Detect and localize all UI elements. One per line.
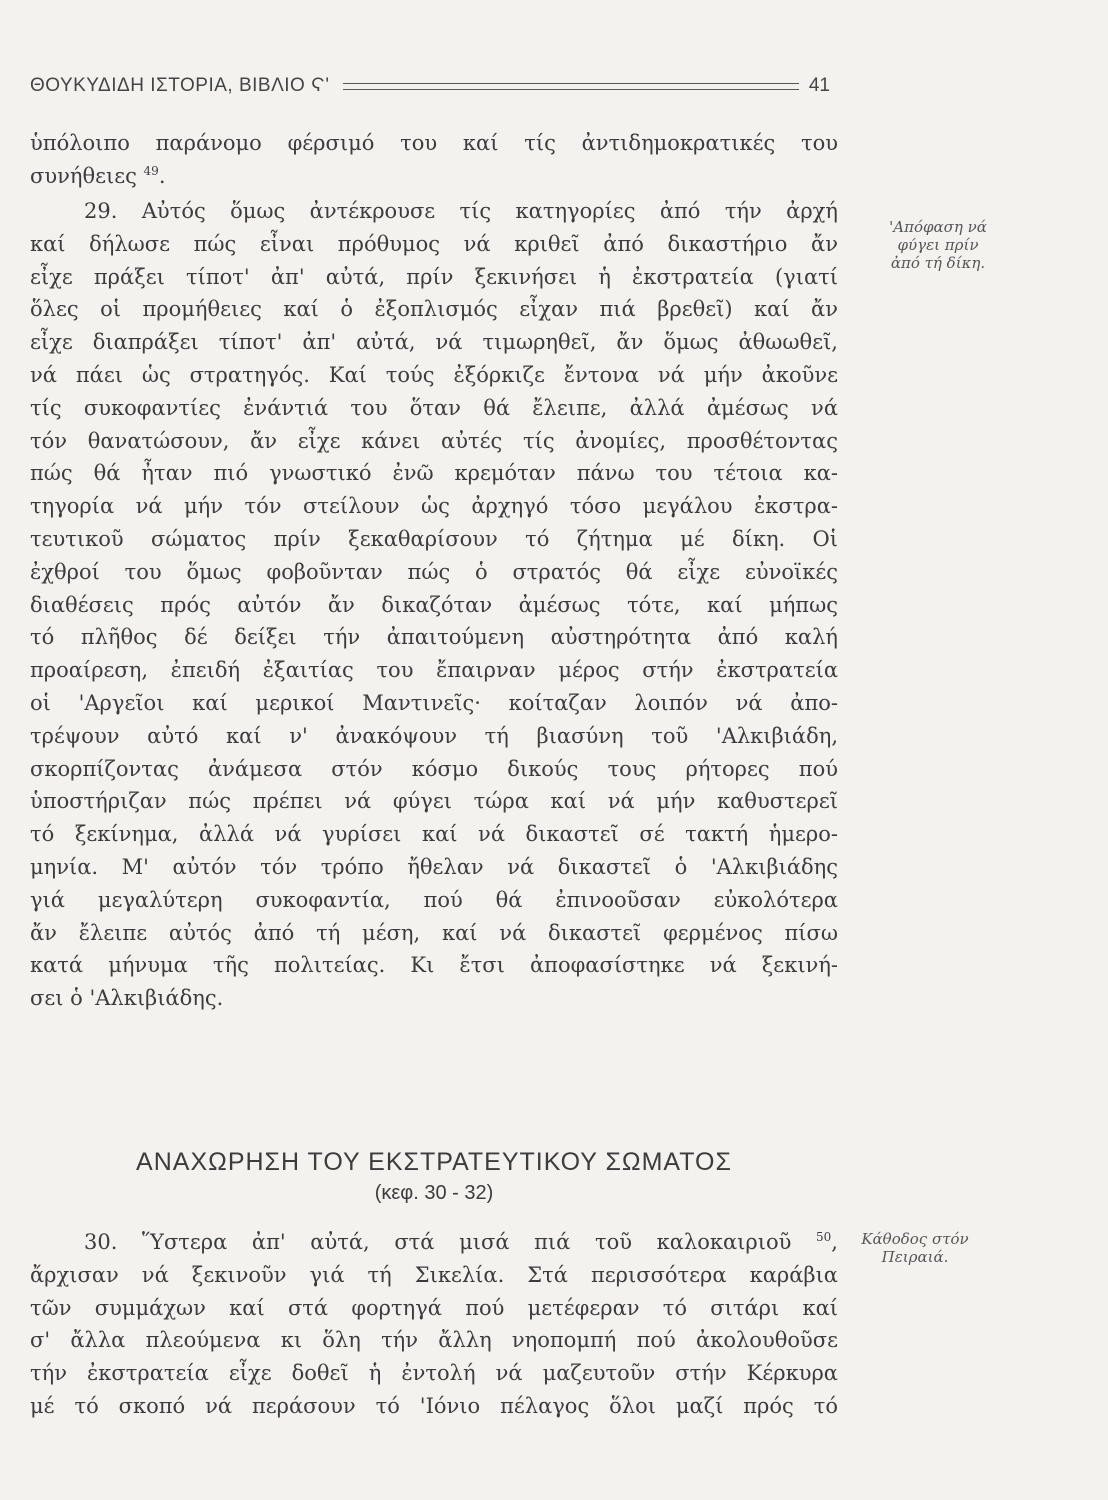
- text-line: τόν θανατώσουν, ἄν εἶχε κάνει αὐτές τίς ἀνομίες, προσθέτοντας: [30, 428, 838, 453]
- margin-note-line: Κάθοδος στόν: [861, 1230, 969, 1248]
- margin-note-line: ἀπό τή δίκη.: [890, 254, 986, 272]
- text-line: ὑπόλοιπο παράνομο φέρσιμό του καί τίς ἀντιδημοκρατικές του: [30, 131, 838, 155]
- text-line: τήν ἐκστρατεία εἶχε δοθεῖ ἡ ἐντολή νά μαζευτοῦν στήν Κέρκυρα: [30, 1361, 838, 1386]
- line-end-punct: .: [158, 163, 166, 188]
- paragraph-30: [30, 1226, 838, 1423]
- text-line: σκορπίζοντας ἀνάμεσα στόν κόσμο δικούς τους ρήτορες πού: [30, 756, 838, 781]
- footnote-ref: 49: [143, 163, 159, 178]
- text-line: ἄρχισαν νά ξεκινοῦν γιά τή Σικελία. Στά περισσότερα καράβια: [30, 1262, 838, 1287]
- text-line: σει ὁ 'Αλκιβιάδης.: [30, 986, 224, 1011]
- text-line: γιά μεγαλύτερη συκοφαντία, πού θά ἐπινοοῦσαν εὐκολότερα: [30, 887, 838, 912]
- text-line: τηγορία νά μήν τόν στείλουν ὡς ἀρχηγό τόσο μεγάλου ἐκστρα-: [30, 494, 838, 519]
- line-end-punct: ,: [831, 1230, 838, 1254]
- text-line: προαίρεση, ἐπειδή ἐξαιτίας του ἔπαιρναν μέρος στήν ἐκστρατεία: [30, 658, 838, 683]
- text-line: ἐχθροί του ὅμως φοβοῦνταν πώς ὁ στρατός θά εἶχε εὐνοϊκές: [30, 559, 838, 584]
- text-line: κατά μήνυμα τῆς πολιτείας. Κι ἔτσι ἀποφασίστηκε νά ξεκινή-: [30, 953, 838, 978]
- text-line: [30, 160, 838, 193]
- text-line: νά πάει ὡς στρατηγός. Καί τούς ἐξόρκιζε ἔντονα νά μήν ἀκοῦνε: [30, 362, 838, 387]
- text-line: τό ξεκίνημα, ἀλλά νά γυρίσει καί νά δικαστεῖ σέ τακτή ἡμερο-: [30, 822, 838, 847]
- text-line: μηνία. Μ' αὐτόν τόν τρόπο ἤθελαν νά δικαστεῖ ὁ 'Αλκιβιάδης: [30, 854, 838, 879]
- text-line: πώς θά ἦταν πιό γνωστικό ἐνῶ κρεμόταν πάνω του τέτοια κα-: [30, 461, 838, 486]
- margin-note-29: [858, 218, 1018, 272]
- paragraph-continuation: [30, 127, 838, 193]
- running-header-title: ΘΟΥΚΥΔΙΔΗ ΙΣΤΟΡΙΑ, ΒΙΒΛΙΟ Ϛ': [30, 75, 330, 96]
- running-header: [30, 70, 830, 102]
- text-line: ἄν ἔλειπε αὐτός ἀπό τή μέση, καί νά δικαστεῖ φερμένος πίσω: [30, 920, 838, 945]
- text-line: εἶχε διαπράξει τίποτ' ἀπ' αὐτά, νά τιμωρηθεῖ, ἄν ὅμως ἀθωωθεῖ,: [30, 330, 838, 355]
- margin-note-line: 'Απόφαση νά: [889, 218, 987, 236]
- footnote-ref: 50: [816, 1230, 832, 1244]
- text-line: ὑποστήριζαν πώς πρέπει νά φύγει τώρα καί νά μήν καθυστερεῖ: [30, 789, 838, 814]
- margin-note-line: φύγει πρίν: [897, 236, 979, 254]
- text-line: τό πλῆθος δέ δείξει τήν ἀπαιτούμενη αὐστηρότητα ἀπό καλή: [30, 625, 838, 650]
- page-number: 41: [808, 75, 830, 96]
- text-line: τρέψουν αὐτό καί ν' ἀνακόψουν τή βιασύνη τοῦ 'Αλκιβιάδη,: [30, 723, 838, 748]
- text-line: ὅλες οἱ προμήθειες καί ὁ ἐξοπλισμός εἶχαν πιά βρεθεῖ) καί ἄν: [30, 297, 838, 322]
- text-line: καί δήλωσε πώς εἶναι πρόθυμος νά κριθεῖ ἀπό δικαστήριο ἄν: [30, 231, 838, 256]
- text-line: μέ τό σκοπό νά περάσουν τό 'Ιόνιο πέλαγος ὅλοι μαζί πρός τό: [30, 1393, 838, 1418]
- paragraph-29: [30, 195, 838, 1015]
- text-line: σ' ἄλλα πλεούμενα κι ὅλη τήν ἄλλη νηοπομπή πού ἀκολουθοῦσε: [30, 1328, 838, 1353]
- text-line-content: συνήθειες: [30, 163, 137, 188]
- section-chapter-range: (κεφ. 30 - 32): [374, 1182, 494, 1204]
- text-line: 29. Αὐτός ὅμως ἀντέκρουσε τίς κατηγορίες ἀπό τήν ἀρχή: [84, 199, 838, 223]
- margin-note-30: [850, 1230, 980, 1266]
- text-line: εἶχε πράξει τίποτ' ἀπ' αὐτά, πρίν ξεκινήσει ἡ ἐκστρατεία (γιατί: [30, 264, 838, 289]
- margin-note-line: Πειραιά.: [881, 1248, 949, 1266]
- text-line: τίς συκοφαντίες ἐνάντιά του ὅταν θά ἔλειπε, ἀλλά ἀμέσως νά: [30, 395, 838, 420]
- header-double-rule: [343, 83, 798, 90]
- text-line: διαθέσεις πρός αὐτόν ἄν δικαζόταν ἀμέσως τότε, καί μήπως: [30, 592, 838, 617]
- text-line-content: 30. Ὕστερα ἀπ' αὐτά, στά μισά πιά τοῦ καλοκαιριοῦ: [84, 1230, 792, 1254]
- text-line: [30, 1226, 838, 1259]
- text-line: οἱ 'Αργεῖοι καί μερικοί Μαντινεῖς· κοίταζαν λοιπόν νά ἀπο-: [30, 690, 838, 715]
- section-heading: ΑΝΑΧΩΡΗΣΗ ΤΟΥ ΕΚΣΤΡΑΤΕΥΤΙΚΟΥ ΣΩΜΑΤΟΣ: [136, 1148, 732, 1176]
- text-line: τευτικοῦ σώματος πρίν ξεκαθαρίσουν τό ζήτημα μέ δίκη. Οἱ: [30, 526, 838, 551]
- text-line: τῶν συμμάχων καί στά φορτηγά πού μετέφεραν τό σιτάρι καί: [30, 1295, 838, 1320]
